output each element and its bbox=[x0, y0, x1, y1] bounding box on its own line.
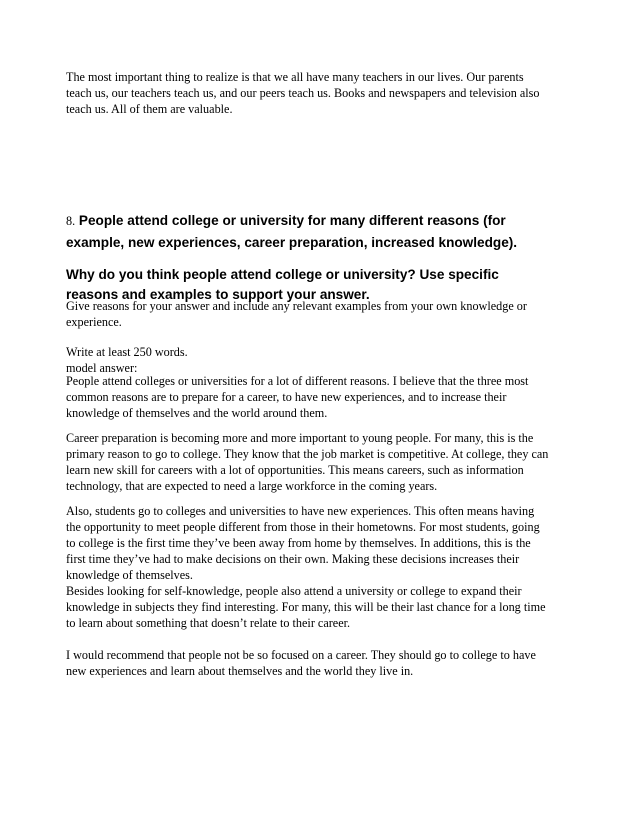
question-statement-line-2: example, new experiences, career preparation, increased knowledge). bbox=[66, 235, 518, 250]
word-requirement: Write at least 250 words. bbox=[66, 345, 188, 359]
model-answer-label: model answer: bbox=[66, 361, 138, 375]
paragraph-line: technology, that are expected to need a large workforce in the coming years. bbox=[66, 479, 438, 493]
intro-line: The most important thing to realize is that we all have many teachers in our lives. Our parents bbox=[66, 70, 524, 84]
answer-header bbox=[66, 344, 586, 376]
question-prompt-line: Why do you think people attend college or university? Use specific bbox=[66, 267, 499, 282]
paragraph-line: People attend colleges or universities for a lot of different reasons. I believe that the three most bbox=[66, 374, 529, 388]
paragraph-line: Career preparation is becoming more and more important to young people. For many, this is the bbox=[66, 431, 534, 445]
intro-line: teach us. All of them are valuable. bbox=[66, 102, 233, 116]
question-instructions bbox=[66, 298, 586, 330]
paragraph-line: first time they’ve had to make decisions on their own. Making these decisions increases their bbox=[66, 552, 520, 566]
paragraph-line: knowledge of themselves and the world around them. bbox=[66, 406, 328, 420]
paragraph-line: to learn about something that doesn’t relate to their career. bbox=[66, 616, 351, 630]
paragraph-line: primary reason to go to college. They know that the job market is competitive. At college, they can bbox=[66, 447, 549, 461]
answer-paragraph-2 bbox=[66, 430, 586, 494]
answer-paragraph-3 bbox=[66, 503, 586, 583]
answer-paragraph-4 bbox=[66, 583, 586, 631]
paragraph-line: to college is the first time they’ve been away from home by themselves. In additions, this is the bbox=[66, 536, 531, 550]
instruction-line: Give reasons for your answer and include any relevant examples from your own knowledge or bbox=[66, 299, 527, 313]
question-statement bbox=[66, 210, 586, 254]
paragraph-line: knowledge of themselves. bbox=[66, 568, 193, 582]
paragraph-line: Besides looking for self-knowledge, people also attend a university or college to expand their bbox=[66, 584, 522, 598]
paragraph-line: Also, students go to colleges and universities to have new experiences. This often means having bbox=[66, 504, 535, 518]
question-prompt-line: reasons and examples to support your answer. bbox=[66, 287, 370, 302]
question-number: 8. bbox=[66, 214, 76, 228]
answer-paragraph-1 bbox=[66, 373, 586, 421]
intro-line: teach us, our teachers teach us, and our peers teach us. Books and newspapers and television also bbox=[66, 86, 540, 100]
paragraph-line: I would recommend that people not be so focused on a career. They should go to college to have bbox=[66, 648, 536, 662]
paragraph-line: common reasons are to prepare for a career, to have new experiences, and to increase their bbox=[66, 390, 507, 404]
paragraph-line: knowledge in subjects they find interesting. For many, this will be their last chance for a long time bbox=[66, 600, 546, 614]
paragraph-line: learn new skill for careers with a lot of opportunities. This means careers, such as information bbox=[66, 463, 524, 477]
paragraph-line: new experiences and learn about themselves and the world they live in. bbox=[66, 664, 414, 678]
paragraph-line: the opportunity to meet people different from those in their hometowns. For most students, going bbox=[66, 520, 540, 534]
answer-paragraph-5 bbox=[66, 647, 586, 679]
instruction-line: experience. bbox=[66, 315, 122, 329]
question-statement-line-1 bbox=[66, 210, 586, 232]
intro-paragraph bbox=[66, 69, 586, 117]
question-statement-text: People attend college or university for many different reasons (for bbox=[78, 213, 506, 228]
